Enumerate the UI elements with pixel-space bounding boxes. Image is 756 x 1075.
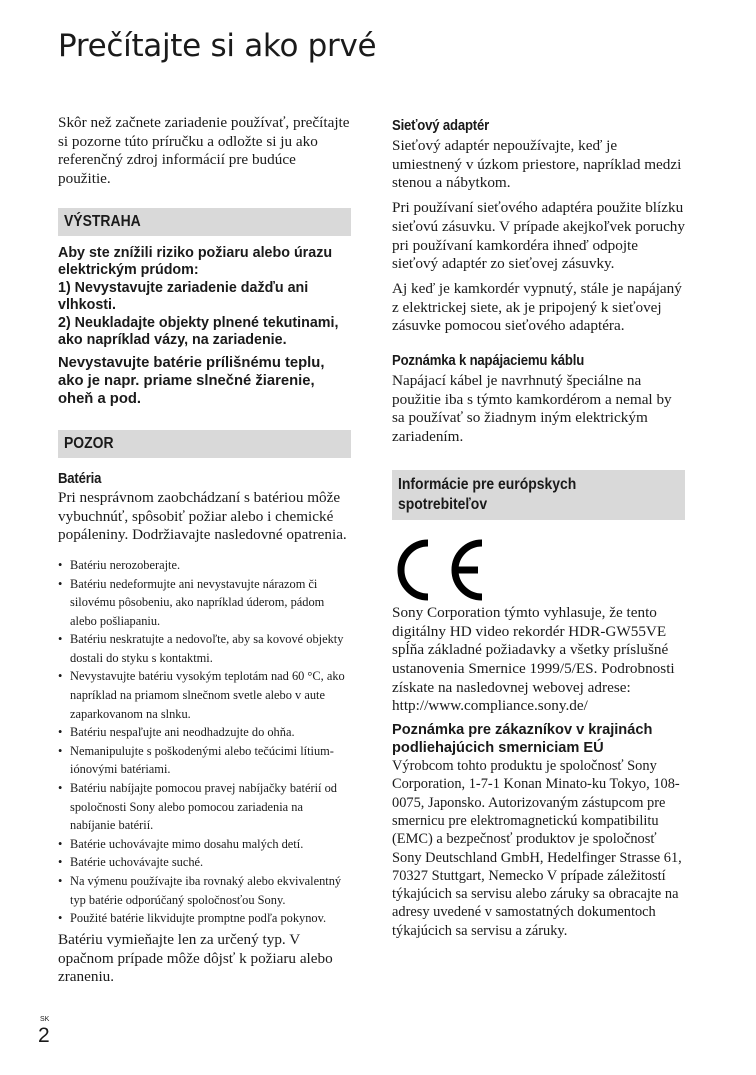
battery-precautions-list xyxy=(58,556,351,928)
battery-precaution-item: • Batériu nabíjajte pomocou pravej nabíjačky batérií od spoločnosti Sony alebo pomocou zariadenia na nabíjanie batérií. xyxy=(58,779,351,835)
adapter-heading: Sieťový adaptér xyxy=(392,118,490,134)
battery-precaution-item: • Batérie uchovávajte mimo dosahu malých detí. xyxy=(58,835,351,854)
adapter-paragraph-2: Pri používaní sieťového adaptéra použite blízku sieťovú zásuvku. V prípade akejkoľvek poruchy pri používaní kamkordéra ihneď odpojte sieťový adaptér zo sieťovej zásuvky. xyxy=(392,199,685,273)
warning-heading: VÝSTRAHA xyxy=(64,212,141,230)
eu-heading-box xyxy=(392,470,685,520)
battery-precaution-item: • Na výmenu používajte iba rovnaký alebo ekvivalentný typ batérie odporúčaný spoločnosťou Sony. xyxy=(58,872,351,909)
battery-text: Pri nesprávnom zaobchádzaní s batériou môže vybuchnúť, spôsobiť požiar alebo i chemické popáleniny. Dodržiavajte nasledovné opatrenia. xyxy=(58,488,347,544)
cable-text: Napájací kábel je navrhnutý špeciálne na použitie iba s týmto kamkordérom a nemal by sa používať so žiadnym iným elektrickým zariadením. xyxy=(392,372,672,446)
eu-note-text: Výrobcom tohto produktu je spoločnosť Sony Corporation, 1-7-1 Konan Minato-ku Tokyo, 108-0075, Japonsko. Autorizovaným zástupcom pre smernicu pre elektromagnetickú kompatibilitu (EMC) a bezpečnosť produktov je spoločnosť Sony Deutschland GmbH, Hedelfinger Strasse 61, 70327 Stuttgart, Nemecko V prípade záležitostí týkajúcich sa servisu alebo záruky sa obracajte na adresy uvedené v samostatných dokumentoch týkajúcich sa servisu a záruky. xyxy=(392,758,682,939)
warning-block xyxy=(58,245,351,408)
battery-precaution-item: • Batériu nerozoberajte. xyxy=(58,556,351,575)
warning-heading-box xyxy=(58,208,351,236)
adapter-paragraph-1: Sieťový adaptér nepoužívajte, keď je umiestnený v úzkom priestore, napríklad medzi stenou a nábytkom. xyxy=(392,137,682,192)
battery-precaution-item: • Použité batérie likvidujte promptne podľa pokynov. xyxy=(58,909,351,928)
battery-precaution-item: • Batériu nedeformujte ani nevystavujte nárazom či silovému pôsobeniu, ako napríklad úderom, pádom alebo pošliapaniu. xyxy=(58,575,351,631)
warning-text-4: Nevystavujte batérie prílišnému teplu, ako je napr. priame slnečné žiarenie, oheň a pod. xyxy=(58,354,325,407)
page-title: Prečítajte si ako prvé xyxy=(58,28,377,64)
battery-precaution-item: • Nevystavujte batériu vysokým teplotám nad 60 °C, ako napríklad na priamom slnečnom svetle alebo v aute zaparkovanom na slnku. xyxy=(58,667,351,723)
adapter-paragraph-3: Aj keď je kamkordér vypnutý, stále je napájaný z elektrickej siete, ak je pripojený k sieťovej zásuvke pomocou sieťového adaptéra. xyxy=(392,279,682,335)
ce-mark-icon xyxy=(392,534,488,606)
intro-text: Skôr než začnete zariadenie používať, prečítajte si pozorne túto príručku a odložte si ju ako referenčný zdroj informácií pre budúce použitie. xyxy=(58,114,350,188)
page-number: 2 xyxy=(38,1024,50,1047)
right-column xyxy=(392,114,685,940)
warning-text-2: 1) Nevystavujte zariadenie dažďu ani vlhkosti. xyxy=(58,279,309,314)
caution-heading-box xyxy=(58,430,351,458)
declaration-text: Sony Corporation týmto vyhlasuje, že tento digitálny HD video rekordér HDR-GW55VE spĺňa základné požiadavky a všetky príslušné ustanovenia Smernice 1999/5/ES. Podrobnosti získate na nasledovnej webovej adrese: xyxy=(392,603,675,696)
battery-precaution-item: • Nemanipulujte s poškodenými alebo tečúcimi lítium-iónovými batériami. xyxy=(58,742,351,779)
battery-precaution-item: • Batériu nespaľujte ani neodhadzujte do ohňa. xyxy=(58,723,351,742)
battery-precaution-item: • Batériu neskratujte a nedovoľte, aby sa kovové objekty dostali do styku s kontaktmi. xyxy=(58,630,351,667)
battery-heading: Batéria xyxy=(58,470,102,487)
warning-text-1: Aby ste znížili riziko požiaru alebo úrazu elektrickým prúdom: xyxy=(58,244,333,279)
left-column xyxy=(58,114,351,987)
replace-text: Batériu vymieňajte len za určený typ. V opačnom prípade môže dôjsť k požiaru alebo zraneniu. xyxy=(58,930,333,986)
battery-precaution-item: • Batérie uchovávajte suché. xyxy=(58,853,351,872)
compliance-url[interactable]: http://www.compliance.sony.de/ xyxy=(392,697,588,715)
eu-heading: Informácie pre európskych spotrebiteľov xyxy=(398,475,577,513)
language-label: SK xyxy=(40,1016,50,1023)
caution-heading: POZOR xyxy=(64,434,114,452)
cable-heading: Poznámka k napájaciemu káblu xyxy=(392,353,585,370)
warning-text-3: 2) Neukladajte objekty plnené tekutinami, ako napríklad vázy, na zariadenie. xyxy=(58,314,339,349)
eu-note-heading: Poznámka pre zákazníkov v krajinách podliehajúcich smerniciam EÚ xyxy=(392,722,653,756)
